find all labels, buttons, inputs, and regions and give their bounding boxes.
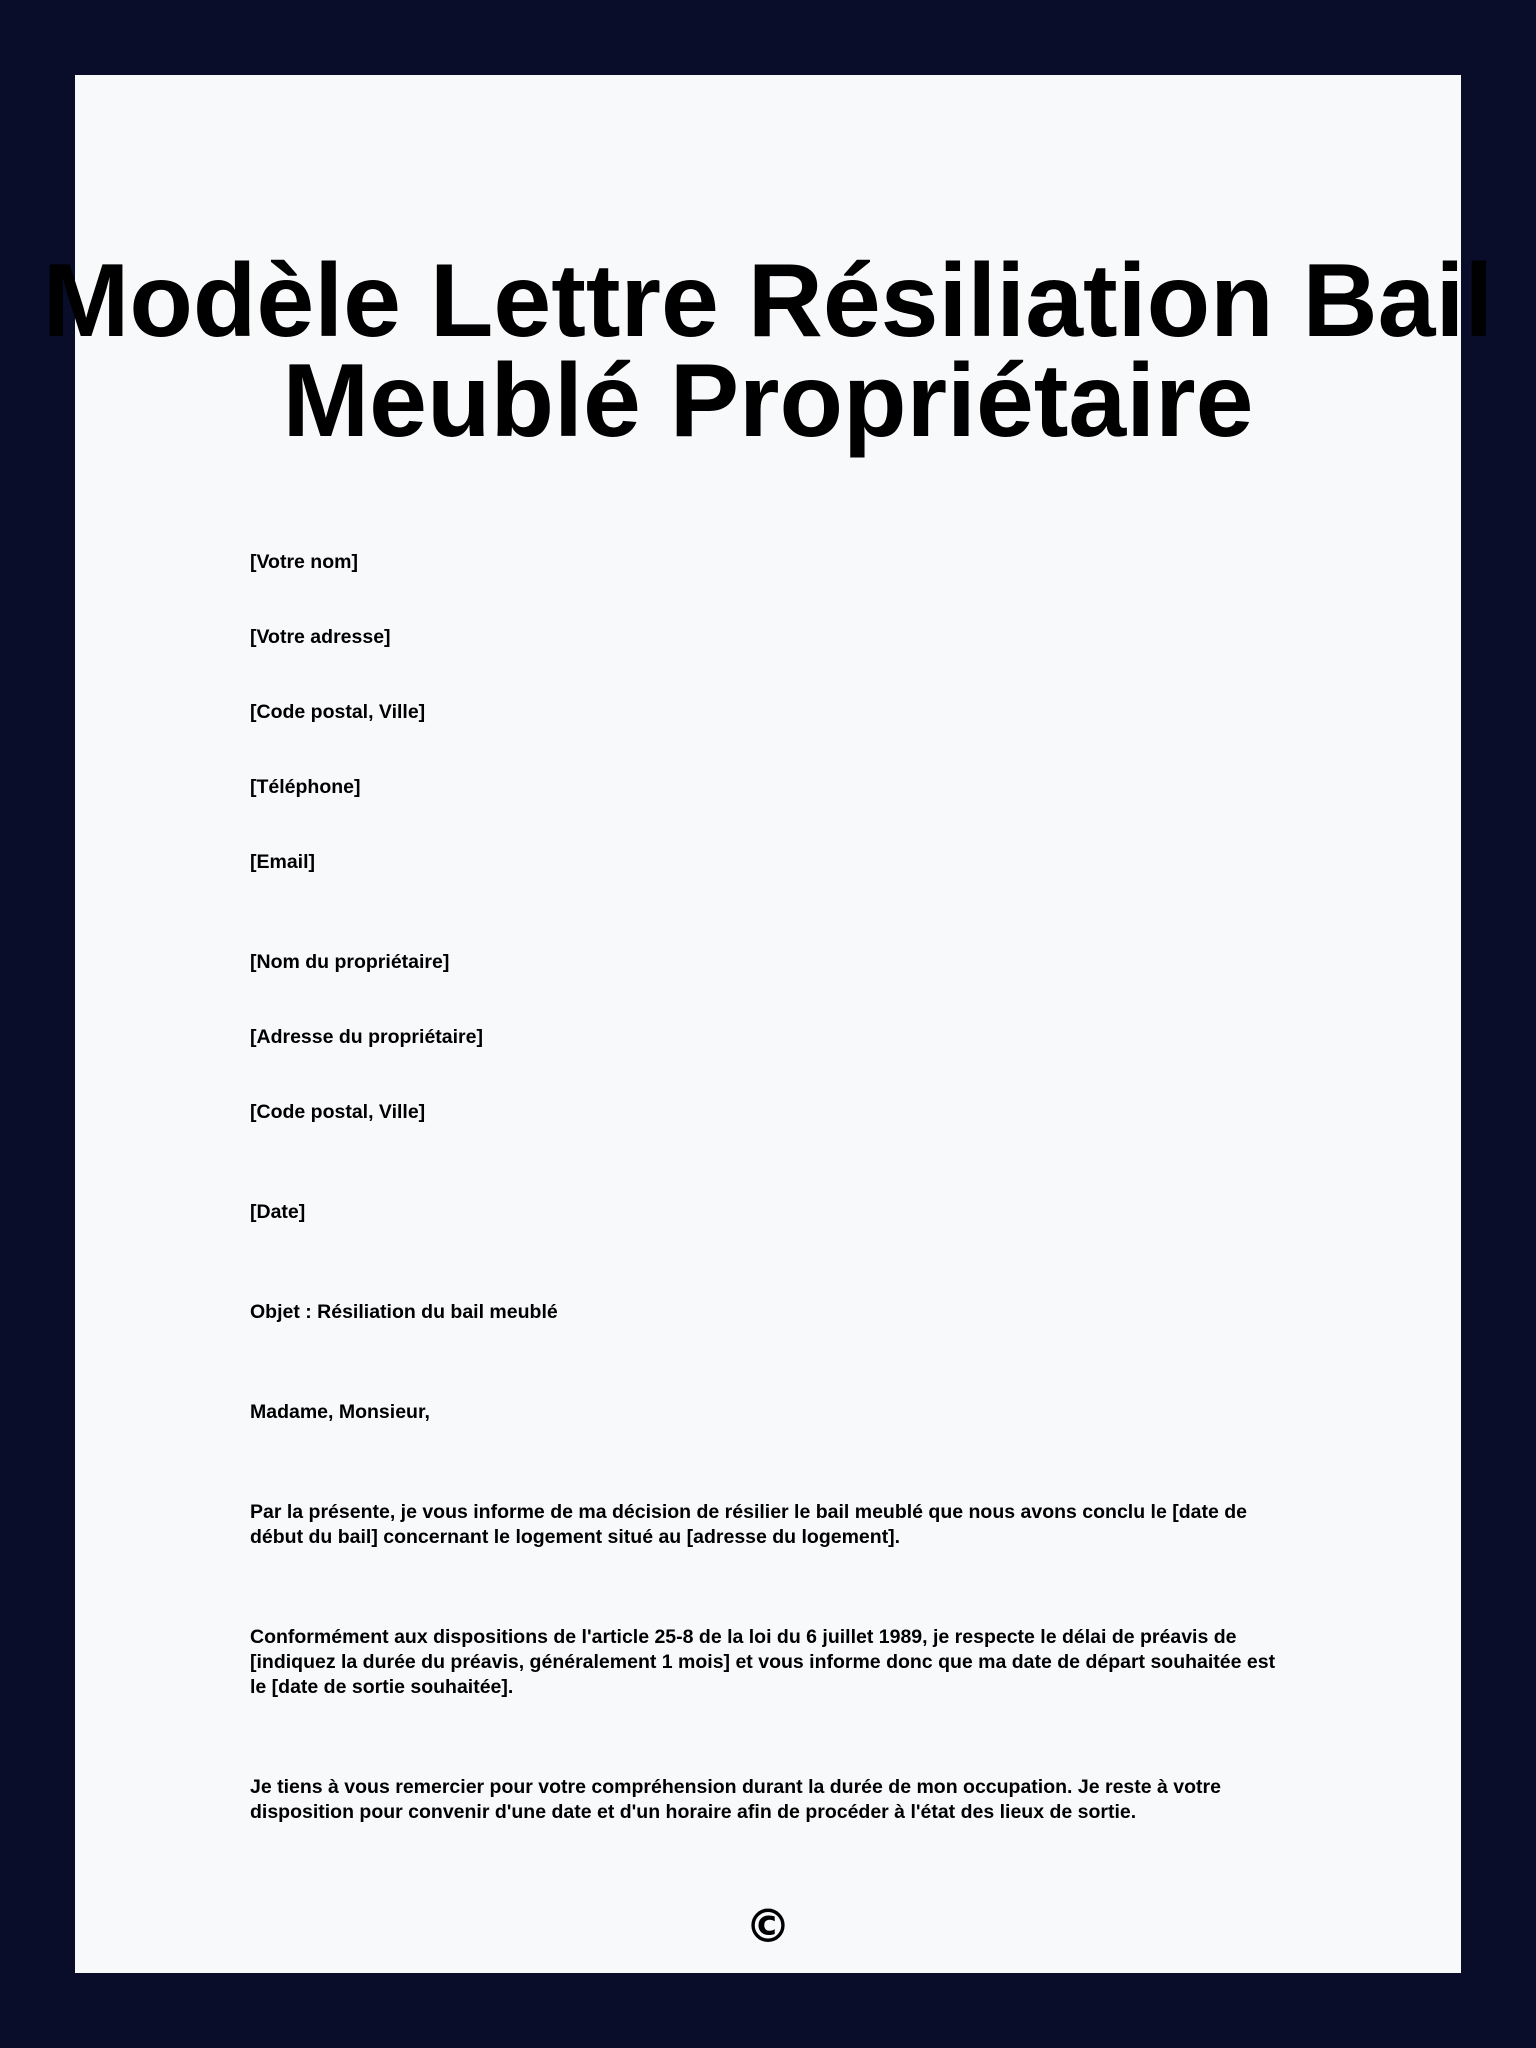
recipient-name: [Nom du propriétaire] — [250, 951, 450, 973]
letter-date: [Date] — [250, 1201, 306, 1223]
recipient-postal-city: [Code postal, Ville] — [250, 1101, 426, 1123]
letter-page — [42, 75, 1494, 1973]
recipient-address: [Adresse du propriétaire] — [250, 1026, 483, 1048]
letter-subject: Objet : Résiliation du bail meublé — [250, 1301, 558, 1323]
letter-salutation: Madame, Monsieur, — [250, 1401, 430, 1423]
sender-phone: [Téléphone] — [250, 776, 361, 798]
sender-email: [Email] — [250, 851, 316, 873]
sender-name: [Votre nom] — [250, 551, 358, 573]
sender-address: [Votre adresse] — [250, 626, 391, 648]
copyright-icon: © — [745, 1899, 791, 1953]
paragraph-1: Par la présente, je vous informe de ma décision de résilier le bail meublé que nous avons conclu le [date de début du bail] concernant le logement situé au [adresse du logement]. — [250, 1501, 1247, 1548]
sender-postal-city: [Code postal, Ville] — [250, 701, 426, 723]
paragraph-2: Conformément aux dispositions de l'article 25-8 de la loi du 6 juillet 1989, je respecte le délai de préavis de [indiquez la durée du préavis, généralement 1 mois] et vous informe donc que ma date de départ souhaitée est le [date de sortie souhaitée]. — [250, 1626, 1276, 1698]
paragraph-3: Je tiens à vous remercier pour votre compréhension durant la durée de mon occupation. Je reste à votre disposition pour convenir d'une date et d'un horaire afin de procéder à l'état des lieux de sortie. — [250, 1776, 1221, 1823]
title-line-1: Modèle Lettre Résiliation Bail — [42, 243, 1494, 359]
page-title — [0, 243, 1536, 459]
title-line-2: Meublé Propriétaire — [282, 343, 1254, 459]
